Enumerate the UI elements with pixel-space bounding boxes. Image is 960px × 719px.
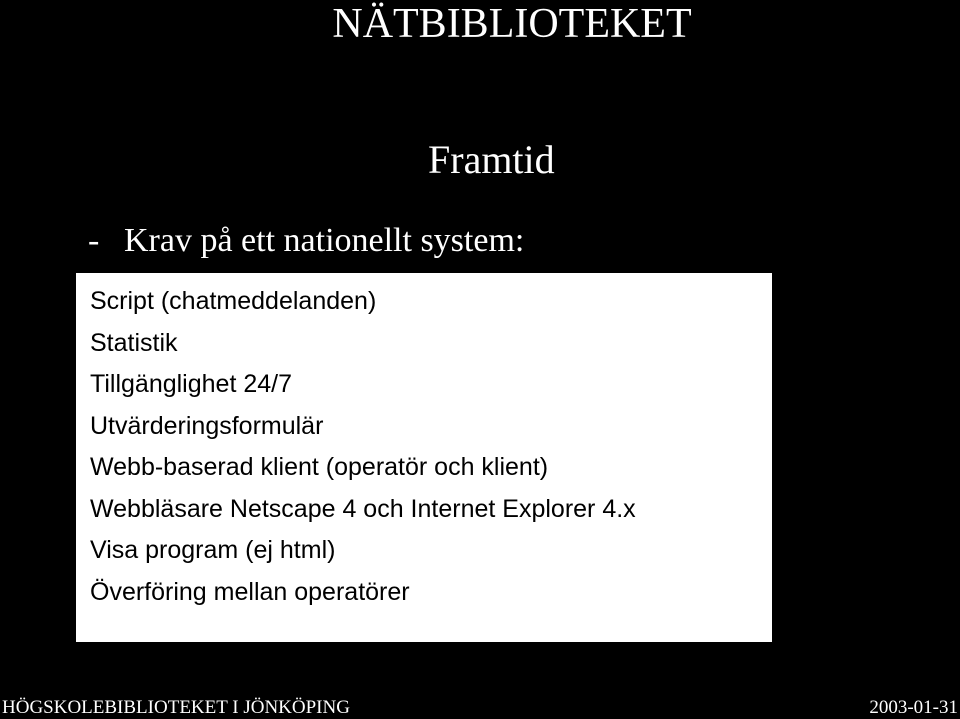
list-item: Utvärderingsformulär [90,411,324,440]
requirement-heading-text: Krav på ett nationellt system: [124,222,525,259]
list-item: Visa program (ej html) [90,536,336,564]
requirements-list [90,281,636,613]
list-item: Script (chatmeddelanden) [90,287,377,315]
list-item: Överföring mellan operatörer [90,577,410,606]
requirements-panel [76,273,772,642]
list-item: Webb-baserad klient (operatör och klient) [90,453,549,481]
footer-organization: HÖGSKOLEBIBLIOTEKET I JÖNKÖPING [2,697,350,718]
slide-subtitle: Framtid [428,137,555,182]
list-item: Webbläsare Netscape 4 och Internet Explorer 4.x [90,494,636,523]
slide-title: NÄTBIBLIOTEKET [332,1,692,47]
bullet-dash: - [88,222,100,259]
requirement-heading [88,220,524,262]
footer-date: 2003-01-31 [869,697,958,718]
list-item: Statistik [90,328,178,357]
list-item: Tillgänglighet 24/7 [90,370,292,398]
